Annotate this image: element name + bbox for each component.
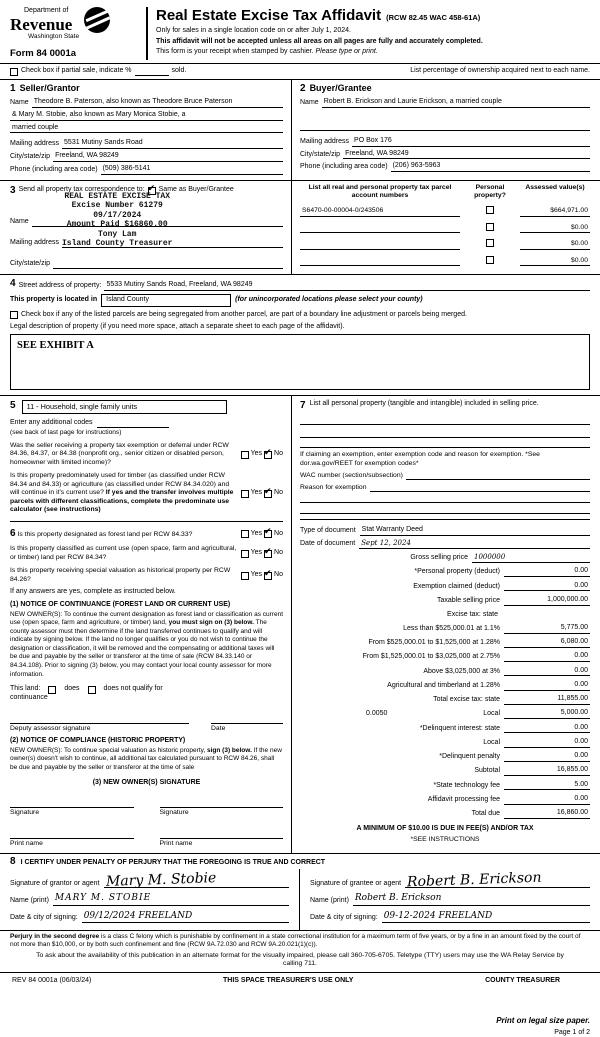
grantor-date-label: Date & city of signing: <box>10 914 78 922</box>
treasurer-space-label: THIS SPACE TREASURER'S USE ONLY <box>223 976 354 984</box>
exemption-question: Was the seller receiving a property tax exemption or deferral under RCW 84.36, 84.37, or 84.38 (nonprofit org., senior citizen or disabled person, homeowner with limited income)? <box>10 441 229 466</box>
dor-logo-icon <box>84 7 110 33</box>
use-code-section <box>10 400 283 515</box>
grantor-signature-field[interactable] <box>104 869 289 890</box>
tax-row: Agricultural and timberland at 1.28% 0.00 <box>387 680 588 689</box>
this-land-label: This land: <box>10 685 41 693</box>
tax-value-field[interactable]: 5.00 <box>504 781 590 791</box>
no-label: No <box>274 549 283 557</box>
same-as-buyer-label: Same as Buyer/Grantee <box>158 186 234 194</box>
county-value: Island County <box>106 296 149 303</box>
seller-city-field[interactable]: Freeland, WA 98249 <box>53 152 283 162</box>
form-number: Form 84 0001a <box>10 47 77 59</box>
section-1-number: 1 <box>10 82 16 94</box>
continuance-label: continuance <box>10 693 48 701</box>
land-does-not-checkbox[interactable] <box>88 686 96 694</box>
print-name-label: Print name <box>159 839 193 847</box>
check-icon: ✔ <box>264 525 272 536</box>
tax-row: *Delinquent interest: state 0.00 <box>419 723 588 732</box>
grantor-date-field[interactable]: 09/12/2024 FREELAND <box>82 911 289 923</box>
certification-section <box>0 853 600 930</box>
exemption-reason-label: Reason for exemption <box>300 483 367 491</box>
buyer-title: Buyer/Grantee <box>309 82 372 93</box>
yes-no-group <box>241 567 283 580</box>
tax-value-field[interactable]: 0.00 <box>504 582 590 592</box>
parcel-number-field[interactable] <box>300 224 460 233</box>
tax-value-field[interactable]: 0.00 <box>504 738 590 748</box>
notice-continuance-title: (1) NOTICE OF CONTINUANCE (FOREST LAND OR CURRENT USE) <box>10 600 231 608</box>
agency-name: Revenue <box>10 14 73 34</box>
tax-value-field[interactable]: 0.00 <box>504 795 590 805</box>
section-8-number: 8 <box>10 856 16 868</box>
no-label: No <box>274 529 283 537</box>
new-owner-print-name-field[interactable] <box>160 830 284 839</box>
parcel-table <box>292 182 600 275</box>
yes-no-group <box>241 545 283 558</box>
check-icon: ✔ <box>264 567 272 578</box>
grantor-signature-label: Signature of grantor or agent <box>10 879 100 887</box>
seller-name-field-2[interactable]: & Mary M. Stobie, also known as Mary Monica Stobie, a <box>10 111 283 121</box>
personal-property-header: Personal property? <box>474 183 506 199</box>
date-label: Date <box>211 724 226 732</box>
agency-state: Washington State <box>28 32 80 40</box>
section-2-number: 2 <box>300 82 306 94</box>
treasurer-stamp <box>62 192 172 250</box>
yes-label: Yes <box>250 529 263 537</box>
signature-label: Signature <box>159 809 189 817</box>
wac-number-field[interactable] <box>406 471 590 480</box>
land-designation-section <box>10 521 283 849</box>
buyer-mailing-label: Mailing address <box>300 137 350 145</box>
parcel-row <box>300 256 590 266</box>
personal-property-checkbox[interactable] <box>486 256 494 264</box>
predominate-use-yes-checkbox[interactable] <box>241 490 249 498</box>
buyer-name-field-2[interactable] <box>300 122 590 131</box>
yes-label: Yes <box>250 549 263 557</box>
total-due-field[interactable]: 16,860.00 <box>504 809 590 819</box>
seller-mailing-field[interactable]: 5531 Mutiny Sands Road <box>62 139 283 149</box>
notice-compliance-title: (2) NOTICE OF COMPLIANCE (HISTORIC PROPERTY) <box>10 737 186 745</box>
personal-property-line[interactable] <box>300 412 590 425</box>
wac-number-label: WAC number (section/subsection) <box>300 471 403 479</box>
page-number: Page 1 of 2 <box>554 1028 590 1036</box>
seller-city-label: City/state/zip <box>10 153 51 160</box>
tax-row: From $1,525,000.01 to $3,025,000 at 2.75% 0.00 <box>362 652 588 661</box>
county-select[interactable] <box>101 294 231 308</box>
seller-buyer-band <box>0 79 600 180</box>
property-location-section <box>0 274 600 395</box>
see-instructions-note: *SEE INSTRUCTIONS <box>410 835 480 843</box>
ownership-note: List percentage of ownership acquired next to each name. <box>410 66 590 74</box>
gross-selling-price-field[interactable]: 1000000 <box>472 553 590 563</box>
header-note-2: This affidavit will not be accepted unless all areas on all pages are fully and accurately completed. <box>156 37 483 45</box>
tax-value-field[interactable]: 0.00 <box>504 752 590 762</box>
buyer-city-label: City/state/zip <box>300 150 341 158</box>
doc-date-label: Date of document <box>300 539 356 547</box>
predominate-use-question: Is this property predominately used for timber (as classified under RCW 84.34 and 84.33) or agriculture (as classified under RCW 84.34.020) and will continue in it's current use? If yes and the transfer involves multiple parcels with different classifications, complete the predominate use calculator (see instructions) <box>10 472 234 514</box>
grantee-print-name-field[interactable]: Robert B. Erickson <box>353 893 590 905</box>
assessed-value-field[interactable]: $0.00 <box>520 224 590 233</box>
exemption-yes-checkbox[interactable] <box>241 451 249 459</box>
buyer-phone-field[interactable]: (206) 963-5963 <box>391 162 590 172</box>
exemption-reason-line[interactable] <box>300 492 590 503</box>
current-use-question: Is this property classified as current use (open space, farm and agricultural, or timber) land per RCW 84.34? <box>10 545 237 561</box>
tax-row: *Personal property (deduct) 0.00 <box>414 567 588 576</box>
excise-tax-state-header: Excise tax: state <box>447 610 498 618</box>
current-use-no-checkbox[interactable] <box>264 545 272 558</box>
grantor-signature-block <box>0 869 300 930</box>
tax-row-gross: Gross selling price 1000000 <box>300 553 590 563</box>
land-does-checkbox[interactable] <box>48 686 56 694</box>
street-address-field[interactable]: 5533 Mutiny Sands Road, Freeland, WA 98249 <box>104 281 590 291</box>
buyer-name-field[interactable]: Robert B. Erickson and Laurie Erickson, a married couple <box>322 98 590 108</box>
additional-codes-hint: (see back of last page for instructions) <box>10 428 122 436</box>
grantor-signature-value: Mary M. Stobie <box>105 869 217 890</box>
assessed-value-header: Assessed value(s) <box>525 183 585 191</box>
header-note-1: Only for sales in a single location code on or after July 1, 2024. <box>156 27 351 35</box>
title-rcw-ref: (RCW 82.45 WAC 458-61A) <box>386 13 481 22</box>
stamp-line: Amount Paid $16860.00 <box>66 220 168 230</box>
grantee-date-label: Date & city of signing: <box>310 914 378 922</box>
if-yes-note: If any answers are yes, complete as instructed below. <box>10 588 176 596</box>
assessed-value-field[interactable]: $664,971.00 <box>520 207 590 216</box>
tax-value-field[interactable]: 5,000.00 <box>504 709 590 719</box>
buyer-name-label: Name <box>300 99 319 106</box>
land-qualify-row <box>10 685 283 694</box>
right-column <box>292 396 600 853</box>
forest-land-yes-checkbox[interactable] <box>241 530 249 538</box>
does-label: does <box>64 685 80 693</box>
no-label: No <box>274 489 283 497</box>
tax-value-field[interactable]: 16,855.00 <box>504 766 590 776</box>
personal-property-checkbox[interactable] <box>486 206 494 214</box>
page-title: Real Estate Excise Tax Affidavit <box>156 7 382 24</box>
perjury-statement: Perjury in the second degree is a class C felony which is punishable by confinement in a state correctional institution for a maximum term of five years, or by a fine in an amount fixed by the court of not more than $10,000, or by both such confinement and fine (RCW 9A.72.030 and RCW 9A.20.021(1)(c)). <box>0 930 600 951</box>
correspondence-mailing-label: Mailing address <box>10 239 60 247</box>
tax-value-field[interactable]: 5,775.00 <box>504 624 590 634</box>
deputy-date-field[interactable] <box>211 715 283 724</box>
partial-sale-label: Check box if partial sale, indicate % <box>21 66 132 74</box>
correspondence-city-label: City/state/zip <box>10 260 51 268</box>
tax-row: *Delinquent penalty 0.00 <box>439 752 588 761</box>
sold-label: sold. <box>171 66 187 74</box>
doc-date-field[interactable]: Sept 12, 2024 <box>359 539 590 549</box>
correspondence-parcel-band <box>0 180 600 275</box>
parcel-number-field[interactable] <box>300 241 460 250</box>
correspondence-city-field[interactable] <box>53 260 283 269</box>
county-treasurer-label: COUNTY TREASURER <box>485 976 560 984</box>
stamp-line: Tony Lam <box>98 229 137 239</box>
buyer-section <box>292 80 600 180</box>
header-note-3 <box>156 48 590 57</box>
deputy-assessor-signature-field[interactable] <box>10 715 189 724</box>
parcel-row <box>300 206 590 216</box>
local-rate-value: 0.0050 <box>366 710 388 718</box>
new-owner-signature-field[interactable] <box>10 799 134 808</box>
stamp-line: Island County Treasurer <box>62 239 173 249</box>
dept-of-text: Department of <box>24 7 69 14</box>
buyer-city-field[interactable]: Freeland, WA 98249 <box>343 150 590 160</box>
personal-property-checkbox[interactable] <box>486 223 494 231</box>
yes-label: Yes <box>250 571 263 579</box>
new-owner-signature-field[interactable] <box>160 799 284 808</box>
grantee-signature-label: Signature of grantee or agent <box>310 879 402 887</box>
historic-no-checkbox[interactable] <box>264 567 272 580</box>
check-icon: ✔ <box>264 446 272 457</box>
title-block <box>146 7 590 60</box>
additional-codes-field[interactable] <box>97 420 169 428</box>
check-icon: ✔ <box>264 545 272 556</box>
certify-statement: I CERTIFY UNDER PENALTY OF PERJURY THAT THE FOREGOING IS TRUE AND CORRECT <box>20 859 326 867</box>
deputy-assessor-label: Deputy assessor signature <box>10 724 91 732</box>
tax-value-field[interactable]: 11,855.00 <box>504 695 590 705</box>
parcel-row <box>300 239 590 249</box>
parcel-number-field[interactable] <box>300 257 460 266</box>
grantee-print-name-label: Name (print) <box>310 896 349 904</box>
exemption-note: If claiming an exemption, enter exemption code and reason for exemption. *See dor.wa.gov/REET for exemption codes* <box>300 451 540 467</box>
tax-row: Total excise tax: state 11,855.00 <box>433 695 588 704</box>
partial-sale-checkbox[interactable] <box>10 68 18 76</box>
seller-name-label: Name <box>10 99 29 106</box>
does-not-label: does not qualify for <box>103 685 163 693</box>
tax-row-total: Total due 16,860.00 <box>471 809 588 818</box>
tax-value-field[interactable]: 0.00 <box>504 652 590 662</box>
legal-description-box[interactable] <box>10 334 590 390</box>
tax-row: Less than $525,000.01 at 1.1% 5,775.00 <box>403 623 588 632</box>
new-owners-signature-title: (3) NEW OWNER(S) SIGNATURE <box>92 778 201 786</box>
seller-name-field[interactable]: Theodore B. Paterson, also known as Theodore Bruce Paterson <box>32 98 283 108</box>
tax-value-field[interactable]: 0.00 <box>504 667 590 677</box>
tax-value-field[interactable]: 0.00 <box>504 681 590 691</box>
grantor-print-name-field[interactable]: MARY M. STOBIE <box>53 893 289 905</box>
tax-row-local: 0.0050 Local 5,000.00 <box>366 709 588 718</box>
historic-property-question: Is this property receiving special valuation as historical property per RCW 84.26? <box>10 567 231 583</box>
tax-computation-section <box>300 519 590 844</box>
tax-row: Affidavit processing fee 0.00 <box>427 794 588 803</box>
tax-row: Subtotal 16,855.00 <box>474 766 588 775</box>
no-label: No <box>274 571 283 579</box>
property-use-value: 11 - Household, single family units <box>26 402 138 412</box>
personal-property-line[interactable] <box>300 425 590 438</box>
exemption-reason-line[interactable] <box>300 503 590 514</box>
located-in-label: This property is located in <box>10 296 98 303</box>
seller-phone-label: Phone (including area code) <box>10 165 98 173</box>
forest-land-no-checkbox[interactable] <box>264 525 272 538</box>
print-size-note: Print on legal size paper. <box>496 1015 590 1025</box>
grantee-date-field[interactable]: 09-12-2024 FREELAND <box>382 911 590 923</box>
tax-value-field[interactable]: 0.00 <box>504 724 590 734</box>
grantee-signature-value: Robert B. Erickson <box>406 869 542 891</box>
tax-row: Taxable selling price 1,000,000.00 <box>436 595 588 604</box>
alternate-format-note: To ask about the availability of this publication in an alternate format for the visually impaired, please call 360-705-6705. Teletype (TTY) users may use the WA Relay Service by calling 711. <box>36 951 564 968</box>
county-hint: (for unincorporated locations please select your county) <box>235 296 423 303</box>
main-band <box>0 395 600 853</box>
partial-sale-row <box>0 63 600 79</box>
additional-codes-label: Enter any additional codes <box>10 418 93 426</box>
notice-compliance-body: NEW OWNER(S): To continue special valuation as historic property, sign (3) below. If the new owner(s) doesn't wish to continue, all additional tax calculated pursuant to RCW 84.26, shall be due and payable by the seller or transferor at the time of sale <box>10 746 282 771</box>
seller-phone-field[interactable]: (509) 386-5141 <box>101 165 283 175</box>
yes-label: Yes <box>250 450 263 458</box>
correspondence-name-label: Name <box>10 218 29 226</box>
yes-no-group <box>241 525 283 539</box>
yes-no-group <box>241 485 283 498</box>
seller-title: Seller/Grantor <box>19 82 80 93</box>
property-use-select[interactable] <box>22 400 227 414</box>
stamp-line: Excise Number 61279 <box>71 201 163 211</box>
agency-block <box>10 7 142 60</box>
exemption-no-checkbox[interactable] <box>264 446 272 459</box>
forest-land-question: 6 Is this property designated as forest land per RCW 84.33? <box>10 527 193 539</box>
seller-name-field-3[interactable]: married couple <box>10 124 283 134</box>
seller-section <box>0 80 292 180</box>
legal-description-value: SEE EXHIBIT A <box>17 339 94 351</box>
grantee-signature-block <box>300 869 600 930</box>
check-icon: ✔ <box>264 485 272 496</box>
seller-mailing-label: Mailing address <box>10 140 60 148</box>
tax-row: *State technology fee 5.00 <box>433 780 588 789</box>
tax-value-field[interactable]: 0.00 <box>504 567 590 577</box>
street-address-label: Street address of property: <box>18 281 102 289</box>
section-7-number: 7 <box>300 399 306 411</box>
signature-label: Signature <box>10 809 40 817</box>
left-column <box>0 396 292 853</box>
exemption-block <box>300 447 590 514</box>
parcel-number-header: List all real and personal property tax parcel account numbers <box>308 183 452 199</box>
doc-type-label: Type of document <box>300 527 356 535</box>
section-3-number: 3 <box>10 184 16 196</box>
parcel-number-field[interactable]: S6470-00-00004-0/243506 <box>300 207 460 216</box>
print-name-label: Print name <box>10 839 43 847</box>
header-note-3b: Please type or print. <box>315 47 378 55</box>
send-correspondence-label: Send all property tax correspondence to: <box>18 186 145 194</box>
notice-continuance-body: NEW OWNER(S): To continue the current designation as forest land or classification as current use (open space, farm and agriculture, or timber) land, you must sign on (3) below. The county assessor must then determine if the land transferred continues to qualify and will indicate by signing below. If the land no longer qualifies or you do not wish to continue the designation or classification, it will be removed and the compensating or additional taxes will be due and payable by the seller or transferor at the time of sale (RCW 84.33.140 or 84.34.108). Prior to signing (3) below, you may contact your local county assessor for more information. <box>10 610 283 678</box>
new-owner-print-name-field[interactable] <box>10 830 134 839</box>
section-5-number: 5 <box>10 399 16 411</box>
segregated-parcels-checkbox[interactable] <box>10 311 18 319</box>
assessed-value-field[interactable]: $0.00 <box>520 240 590 249</box>
tax-value-field[interactable]: 6,080.00 <box>504 638 590 648</box>
agency-words <box>10 7 79 41</box>
yes-label: Yes <box>250 489 263 497</box>
legal-description-label: Legal description of property (if you need more space, attach a separate sheet to each page of the affidavit). <box>10 323 345 330</box>
check-icon: ✔ <box>147 182 156 193</box>
historic-yes-checkbox[interactable] <box>241 572 249 580</box>
no-label: No <box>274 450 283 458</box>
personal-property-section <box>300 400 590 514</box>
tax-row: Above $3,025,000 at 3% 0.00 <box>423 666 588 675</box>
grantor-print-name-label: Name (print) <box>10 896 49 904</box>
correspondence-section <box>0 181 292 275</box>
buyer-phone-label: Phone (including area code) <box>300 163 388 171</box>
section-4-number: 4 <box>10 278 16 289</box>
buyer-mailing-field[interactable]: PO Box 176 <box>352 137 590 147</box>
exemption-reason-field[interactable] <box>370 483 591 492</box>
tax-row: From $525,000.01 to $1,525,000 at 1.28% 6,080.00 <box>368 638 588 647</box>
doc-type-field[interactable]: Stat Warranty Deed <box>360 526 590 536</box>
current-use-yes-checkbox[interactable] <box>241 550 249 558</box>
assessed-value-field[interactable]: $0.00 <box>520 257 590 266</box>
predominate-use-no-checkbox[interactable] <box>264 485 272 498</box>
partial-sale-percent-field[interactable] <box>135 68 169 76</box>
footer-row <box>0 972 600 990</box>
grantee-signature-field[interactable] <box>405 869 590 891</box>
stamp-line: 09/17/2024 <box>93 210 142 220</box>
personal-property-intro: List all personal property (tangible and intangible) included in selling price. <box>309 399 539 407</box>
minimum-due-note: A MINIMUM OF $10.00 IS DUE IN FEE(S) AND/OR TAX <box>356 824 534 832</box>
form-header <box>0 0 600 63</box>
rev-number: REV 84 0001a (06/03/24) <box>12 976 92 984</box>
stamp-line: REAL ESTATE EXCISE TAX <box>64 191 171 201</box>
parcel-row <box>300 223 590 233</box>
header-note-3a: This form is your receipt when stamped by cashier. <box>156 47 316 55</box>
tax-value-field[interactable]: 1,000,000.00 <box>504 596 590 606</box>
tax-row: Local 0.00 <box>483 737 588 746</box>
segregated-parcels-label: Check box if any of the listed parcels are being segregated from another parcel, are part of a boundary line adjustment or parcels being merged. <box>21 311 467 319</box>
tax-row: Exemption claimed (deduct) 0.00 <box>413 581 588 590</box>
yes-no-group <box>241 446 283 459</box>
personal-property-checkbox[interactable] <box>486 239 494 247</box>
